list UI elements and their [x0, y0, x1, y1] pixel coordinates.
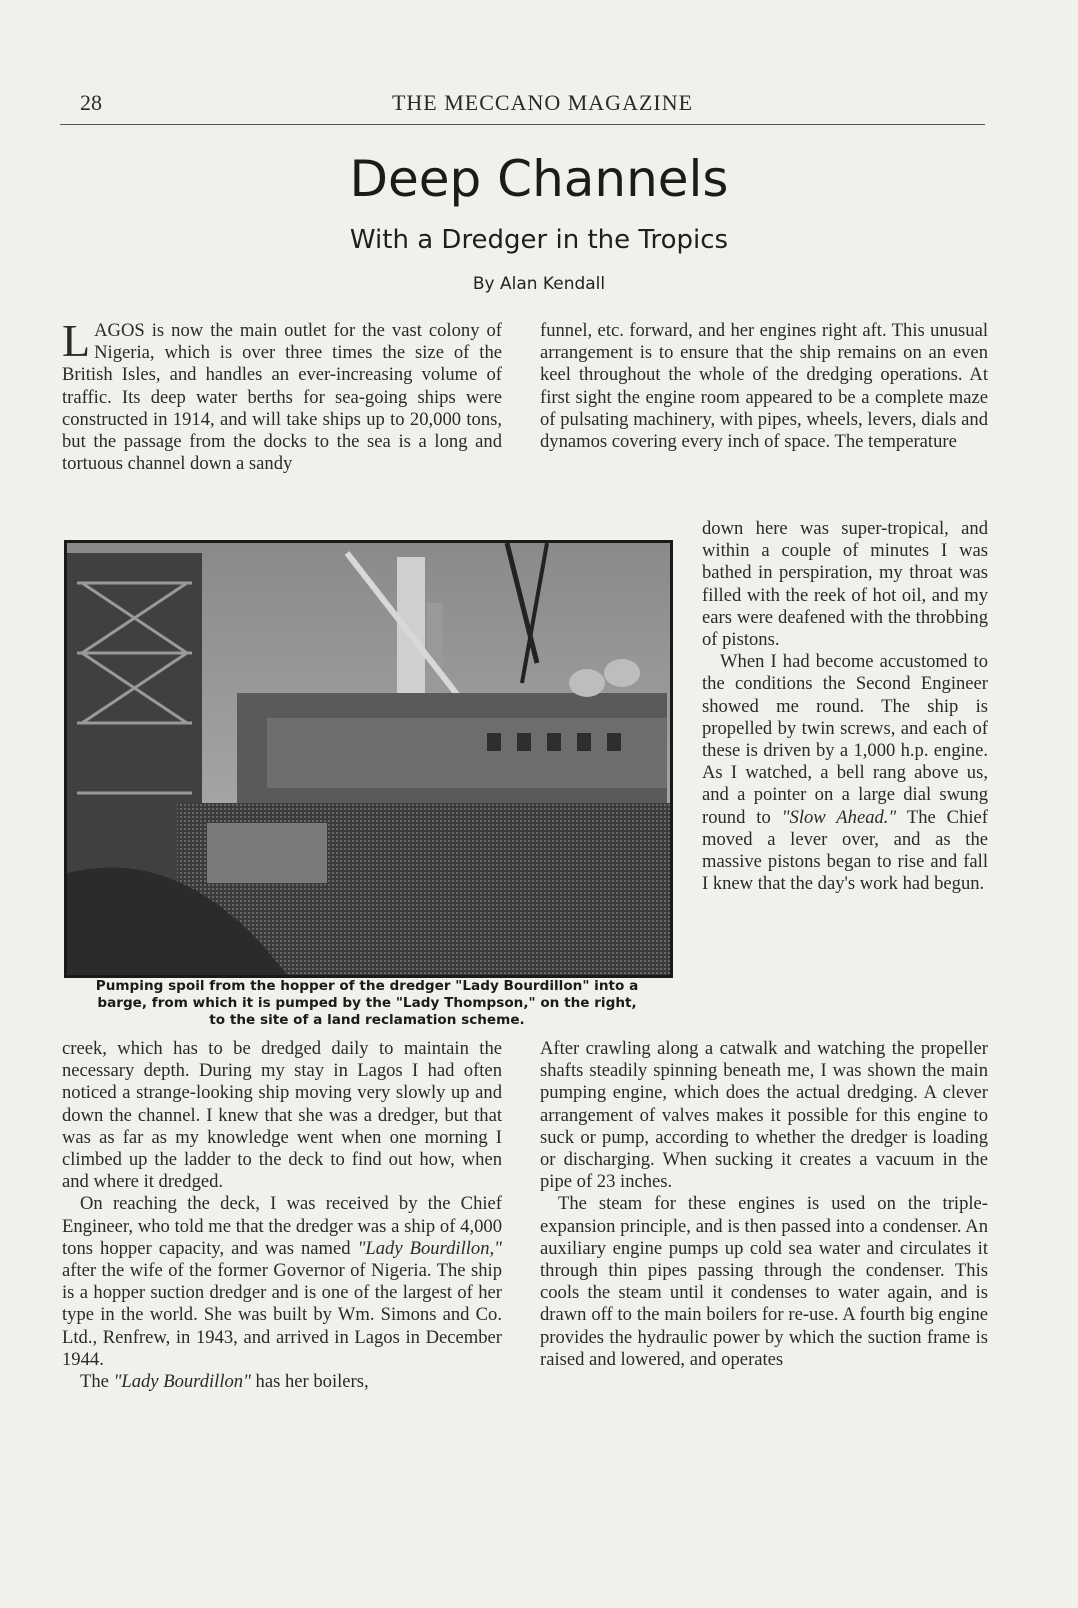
- italic-text: "Slow Ahead.": [781, 806, 897, 828]
- paragraph: After crawling along a catwalk and watching the propeller shafts steadily spinning beneath me, I was shown the main pumping engine, which does the actual dredging. A clever arrangement of valves makes it possible for this engine to suck or pump, according to whether the dredger is loading or discharging. When sucking it creates a vacuum in the pipe of 23 inches.: [540, 1038, 988, 1193]
- article-subtitle: With a Dredger in the Tropics: [349, 225, 729, 255]
- caption-line: to the site of a land reclamation scheme.: [209, 1012, 525, 1028]
- paragraph: creek, which has to be dredged daily to maintain the necessary depth. During my stay in Lagos I had often noticed a strange-looking ship moving very slowly up and down the channel. I knew that she was a dredger, but that was as far as my knowledge went when one morning I climbed up the ladder to the deck to find out how, when and where it dredged.: [62, 1038, 502, 1193]
- paragraph: The steam for these engines is used on the triple-expansion principle, and is then passed into a condenser. An auxiliary engine pumps up cold sea water and circulates it through thin pipes passing through the condenser. This cools the steam until it condenses to water again, and is drawn off to the main boilers for re-use. A fourth big engine provides the hydraulic power by which the suction frame is raised and lowered, and operates: [540, 1193, 988, 1370]
- caption-line: barge, from which it is pumped by the "Lady Thompson," on the right,: [97, 995, 637, 1011]
- magazine-title: THE MECCANO MAGAZINE: [391, 90, 694, 115]
- drop-cap: L: [62, 315, 91, 366]
- paragraph: [62, 1371, 502, 1393]
- page-number: 28: [80, 90, 102, 115]
- opening-paragraph: [62, 315, 502, 475]
- column-right-bottom: [540, 1038, 988, 1371]
- caption-line: Pumping spoil from the hopper of the dredger "Lady Bourdillon" into a: [95, 978, 639, 994]
- article-byline: By Alan Kendall: [472, 274, 606, 294]
- text-run: On reaching the deck, I was received by the Chief Engineer, who told me that the dredger was a ship of 4,000 tons hopper capacity, and was named: [62, 1193, 502, 1259]
- photo-illustration: [67, 543, 670, 975]
- running-header: [60, 86, 985, 120]
- paragraph: down here was super-tropical, and within a couple of minutes I was bathed in perspiration, my throat was filled with the reek of hot oil, and my ears were deafened with the throbbing of pistons.: [702, 518, 988, 651]
- paragraph: [62, 1193, 502, 1371]
- column-left-top: [62, 315, 502, 475]
- column-left-bottom: [62, 1038, 502, 1393]
- text-run: When I had become accustomed to the conditions the Second Engineer showed me round. The ship is propelled by twin screws, and each of these is driven by a 1,000 h.p. engine. As I watched, a bell rang above us, and a pointer on a large dial swung round to: [702, 651, 988, 828]
- text-run: after the wife of the former Governor of Nigeria. The ship is a hopper suction dredger and is one of the largest of her type in the world. She was built by Wm. Simons and Co. Ltd., Renfrew, in 1943, and arrived in Lagos in December 1944.: [62, 1260, 502, 1370]
- paragraph: funnel, etc. forward, and her engines right aft. This unusual arrangement is to ensure that the ship remains on an even keel throughout the whole of the dredging operations. At first sight the engine room appeared to be a complete maze of pulsating machinery, with pipes, wheels, levers, dials and dynamos covering every inch of space. The temperature: [540, 320, 988, 453]
- text-run: The: [80, 1371, 114, 1393]
- text-run: has her boilers,: [250, 1371, 369, 1393]
- header-rule: [60, 124, 985, 125]
- text-run: The Chief moved a lever over, and as the massive pistons began to rise and fall I knew that the day's work had begun.: [702, 806, 988, 895]
- photo-caption: [60, 978, 674, 1029]
- paragraph: [702, 651, 988, 895]
- paragraph-text: AGOS is now the main outlet for the vast colony of Nigeria, which is over three times the size of the British Isles, and handles an ever-increasing volume of traffic. Its deep water berths for sea-going ships were constructed in 1914, and will take ships up to 20,000 tons, but the passage from the docks to the sea is a long and tortuous channel down a sandy: [62, 320, 502, 475]
- italic-text: "Lady Bourdillon,": [357, 1237, 502, 1259]
- column-right-top: [540, 320, 988, 453]
- italic-text: "Lady Bourdillon": [113, 1371, 251, 1393]
- dredger-photograph: [64, 540, 673, 978]
- article-title: Deep Channels: [349, 150, 729, 208]
- column-right-middle: [702, 518, 988, 895]
